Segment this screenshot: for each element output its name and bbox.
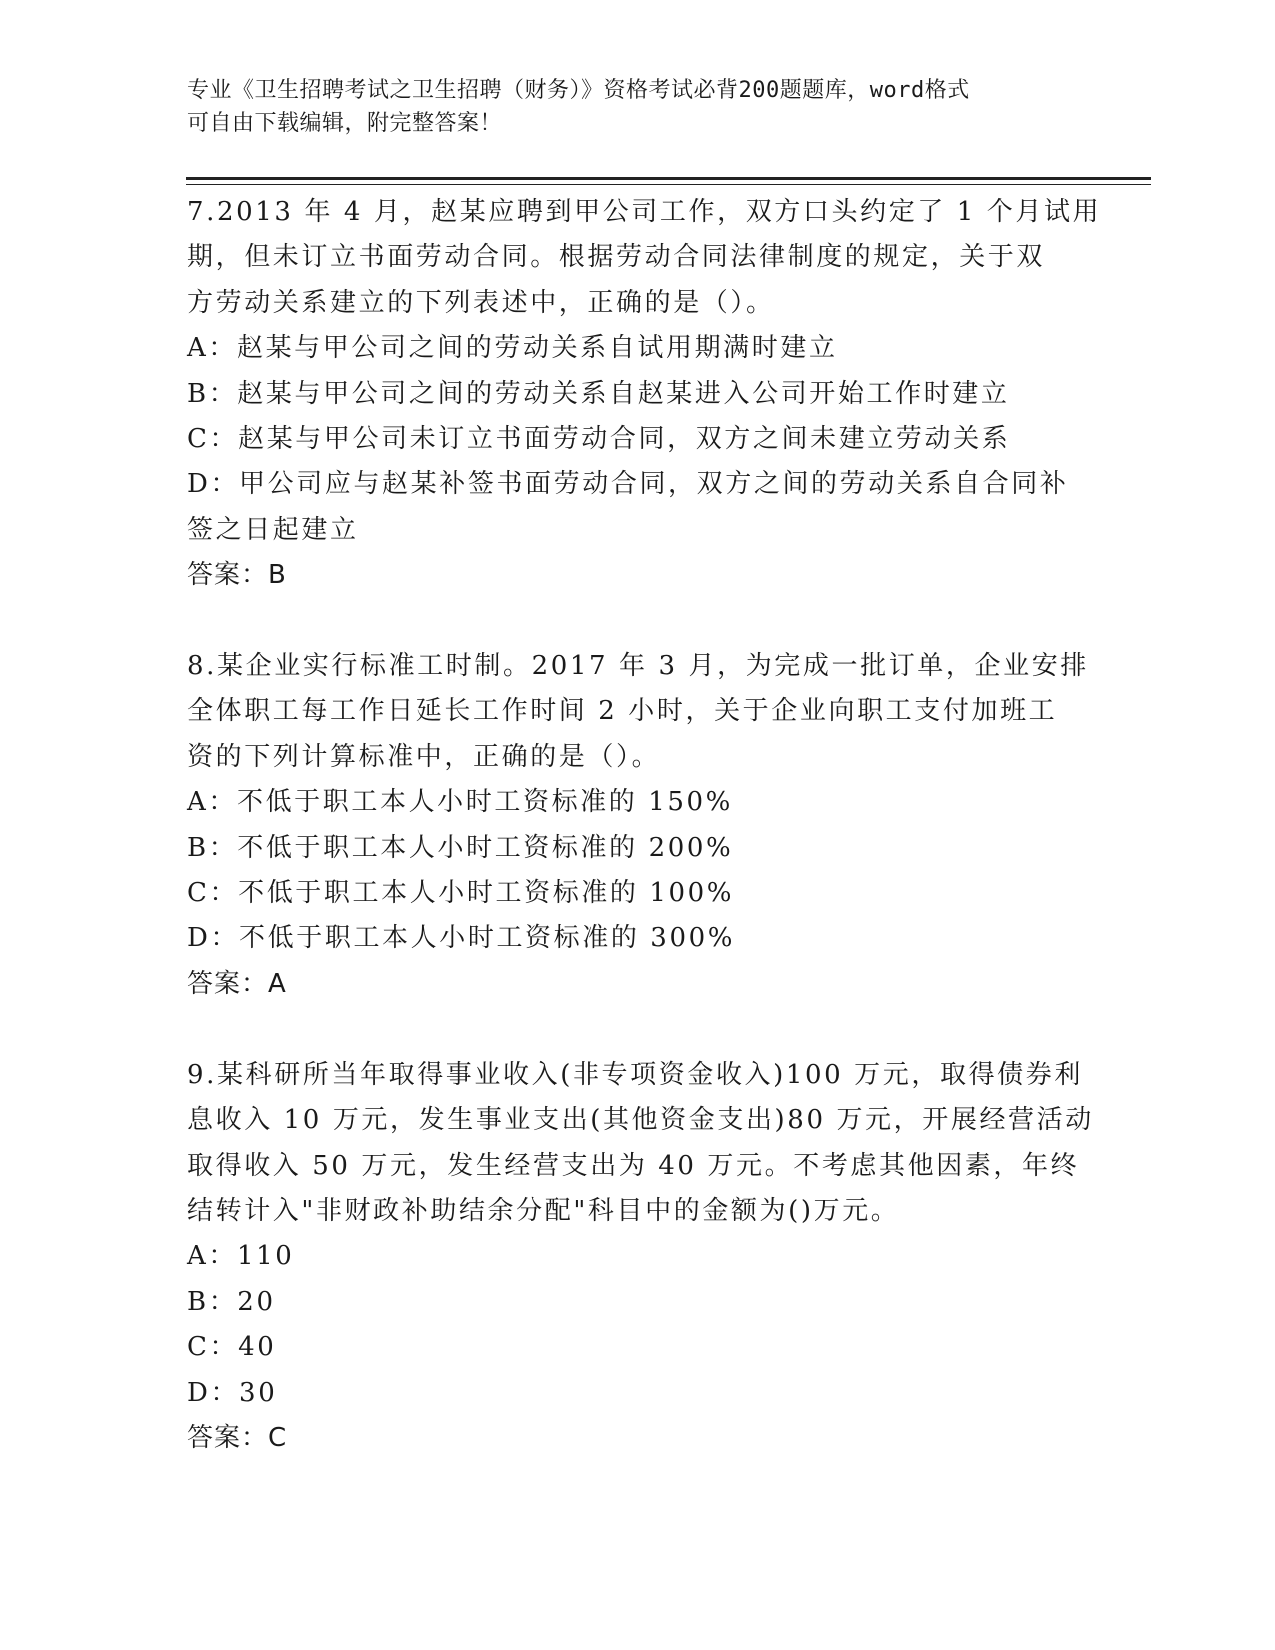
question-list (187, 190, 1102, 1461)
answer-label: 答案：C (187, 1422, 288, 1453)
question-stem-line: 息收入 10 万元，发生事业支出(其他资金支出)80 万元，开展经营活动 (187, 1105, 1094, 1136)
header-title-line-2: 可自由下载编辑，附完整答案！ (187, 111, 503, 136)
header-divider-thick (186, 177, 1151, 180)
answer-label: 答案：A (187, 968, 287, 999)
question-stem-line: 全体职工每工作日延长工作时间 2 小时，关于企业向职工支付加班工 (187, 696, 1058, 727)
question-spacer (187, 599, 1087, 644)
header-title-line-1: 专业《卫生招聘考试之卫生招聘（财务）》资格考试必背200题题库，word格式 (187, 78, 970, 103)
question-stem-line: 8.某企业实行标准工时制。2017 年 3 月，为完成一批订单，企业安排 (187, 651, 1089, 682)
question-stem-line: 7.2013 年 4 月，赵某应聘到甲公司工作，双方口头约定了 1 个月试用 (187, 197, 1102, 227)
option-c: C：赵某与甲公司未订立书面劳动合同，双方之间未建立劳动关系 (187, 424, 1011, 455)
question-9 (187, 1053, 1094, 1462)
option-d: D：甲公司应与赵某补签书面劳动合同，双方之间的劳动关系自合同补 (187, 469, 1069, 500)
option-b: B：不低于职工本人小时工资标准的 200% (187, 832, 734, 863)
option-a: A：赵某与甲公司之间的劳动关系自试用期满时建立 (187, 333, 838, 364)
question-stem-line: 取得收入 50 万元，发生经营支出为 40 万元。不考虑其他因素，年终 (187, 1150, 1080, 1181)
option-c: C：40 (187, 1332, 277, 1363)
question-stem-line: 资的下列计算标准中，正确的是（）。 (187, 741, 661, 772)
question-7 (187, 190, 1102, 599)
option-a: A：110 (187, 1241, 295, 1272)
question-stem-line: 方劳动关系建立的下列表述中，正确的是（）。 (187, 287, 775, 318)
header-divider-thin (186, 184, 1151, 185)
question-8 (187, 644, 1087, 1007)
answer-label: 答案：B (187, 560, 287, 591)
option-b: B：赵某与甲公司之间的劳动关系自赵某进入公司开始工作时建立 (187, 378, 1010, 409)
option-d-continued: 签之日起建立 (187, 514, 359, 545)
question-stem-line: 期，但未订立书面劳动合同。根据劳动合同法律制度的规定，关于双 (187, 242, 1046, 273)
question-stem-line: 结转计入"非财政补助结余分配"科目中的金额为()万元。 (187, 1195, 900, 1226)
question-stem-line: 9.某科研所当年取得事业收入(非专项资金收入)100 万元，取得债券利 (187, 1059, 1083, 1090)
document-header (187, 74, 1067, 140)
question-spacer (187, 1007, 1087, 1052)
option-b: B：20 (187, 1286, 276, 1317)
option-d: D：不低于职工本人小时工资标准的 300% (187, 923, 736, 954)
option-c: C：不低于职工本人小时工资标准的 100% (187, 878, 735, 909)
option-d: D：30 (187, 1377, 278, 1408)
option-a: A：不低于职工本人小时工资标准的 150% (187, 787, 733, 818)
